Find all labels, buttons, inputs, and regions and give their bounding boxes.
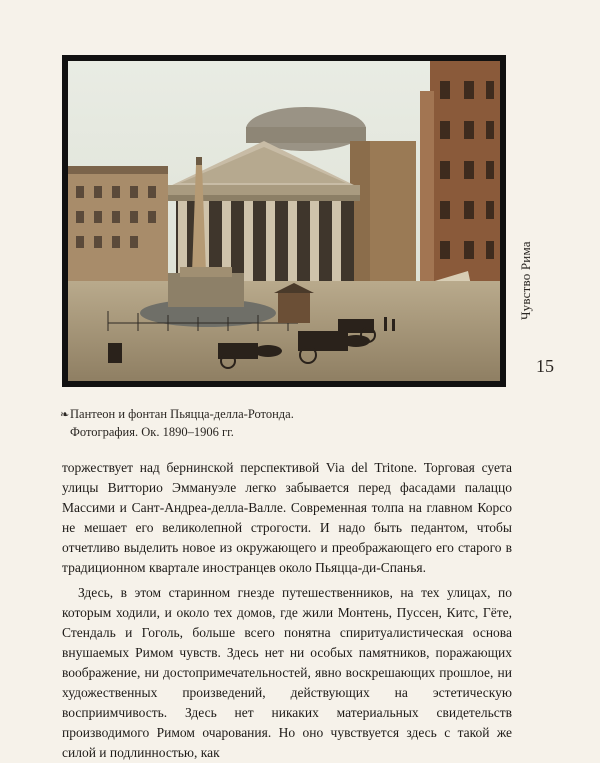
body-text bbox=[62, 458, 512, 763]
caption-line-1: Пантеон и фонтан Пьяцца-делла-Ротонда. bbox=[70, 407, 294, 421]
running-head: Чувство Рима bbox=[518, 241, 533, 320]
figure-caption bbox=[60, 405, 450, 441]
paragraph-1: торжествует над бернинской перспективой Via del Tritone. Торговая суета улицы Витторио Эммануэле легко забывается перед фасадами палаццо Массими и Сант-Андреа-делла-Валле. Современная толпа на главном Корсо не мешает его великолепной строгости. И надо быть педантом, чтобы отчетливо выделить новое из окружающего и преображающего его старого в традиционном квартале иностранцев около Пьяцца-ди-Спанья. bbox=[62, 460, 512, 575]
page-number: 15 bbox=[536, 356, 554, 376]
leaf-ornament-icon: ❧ bbox=[60, 409, 70, 421]
pantheon-photo bbox=[62, 55, 506, 387]
caption-line-2: Фотография. Ок. 1890–1906 гг. bbox=[70, 425, 234, 439]
pantheon-illustration bbox=[68, 61, 500, 381]
paragraph-2: Здесь, в этом старинном гнезде путешественников, на тех улицах, по которым ходили, и около тех домов, где жили Монтень, Пуссен, Китс, Гёте, Стендаль и Гоголь, больше всего понятна спиритуалистическая основа внушаемых Римом чувств. Здесь нет ни особых памятников, поражающих воображение, ни достопримечательностей, явно воскрешающих прошлое, ни художественных произведений, действующих на эстетическую восприимчивость. Здесь нет никаких материальных свидетельств производимого Римом очарования. Но оно чувствуется здесь с такой же силой и подлинностью, как bbox=[62, 585, 512, 760]
